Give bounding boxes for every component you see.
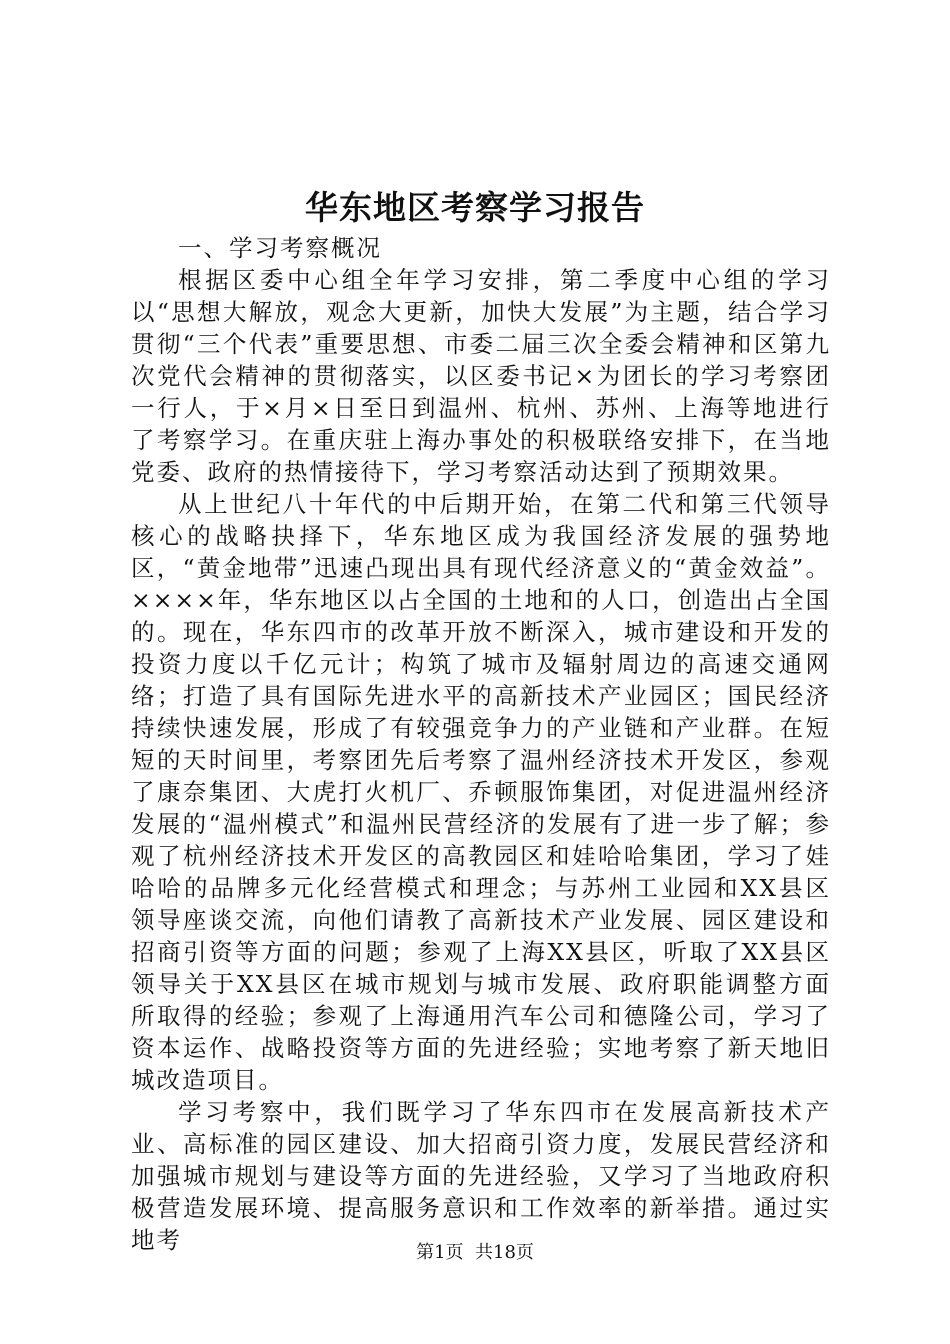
footer-spacer [464, 1242, 475, 1263]
document-title: 华东地区考察学习报告 [305, 188, 645, 227]
paragraph-1: 根据区委中心组全年学习安排，第二季度中心组的学习以“思想大解放，观念大更新，加快大发展”为主题，结合学习贯彻“三个代表”重要思想、市委二届三次全委会精神和区第九次党代会精神的贯彻落实，以区委书记×为团长的学习考察团一行人，于×月×日至日到温州、杭州、苏州、上海等地进行了考察学习。在重庆驻上海办事处的积极联络安排下，在当地党委、政府的热情接待下，学习考察活动达到了预期效果。 [131, 266, 831, 486]
document-body [131, 232, 831, 1256]
paragraph-2: 从上世纪八十年代的中后期开始，在第二代和第三代领导核心的战略抉择下，华东地区成为我国经济发展的强势地区，“黄金地带”迅速凸现出具有现代经济意义的“黄金效益”。××××年，华东地区以占全国的土地和的人口，创造出占全国的。现在，华东四市的改革开放不断深入，城市建设和开发的投资力度以千亿元计；构筑了城市及辐射周边的高速交通网络；打造了具有国际先进水平的高新技术产业园区；国民经济持续快速发展，形成了有较强竞争力的产业链和产业群。在短短的天时间里，考察团先后考察了温州经济技术开发区，参观了康奈集团、大虎打火机厂、乔顿服饰集团，对促进温州经济发展的“温州模式”和温州民营经济的发展有了进一步了解；参观了杭州经济技术开发区的高教园区和娃哈哈集团，学习了娃哈哈的品牌多元化经营模式和理念；与苏州工业园和XX县区领导座谈交流，向他们请教了高新技术产业发展、园区建设和招商引资等方面的问题；参观了上海XX县区，听取了XX县区领导关于XX县区在城市规划与城市发展、政府职能调整方面所取得的经验；参观了上海通用汽车公司和德隆公司，学习了资本运作、战略投资等方面的先进经验；实地考察了新天地旧城改造项目。 [131, 490, 831, 1094]
page-number: 第1页 [416, 1242, 464, 1263]
paragraph-3: 学习考察中，我们既学习了华东四市在发展高新技术产业、高标准的园区建设、加大招商引资力度，发展民营经济和加强城市规划与建设等方面的先进经验，又学习了当地政府积极营造发展环境、提高服务意识和工作效率的新举措。通过实地考 [131, 1098, 831, 1254]
section-heading: 一、学习考察概况 [178, 234, 382, 262]
page-total: 共18页 [475, 1242, 534, 1263]
page-footer [0, 1240, 950, 1266]
